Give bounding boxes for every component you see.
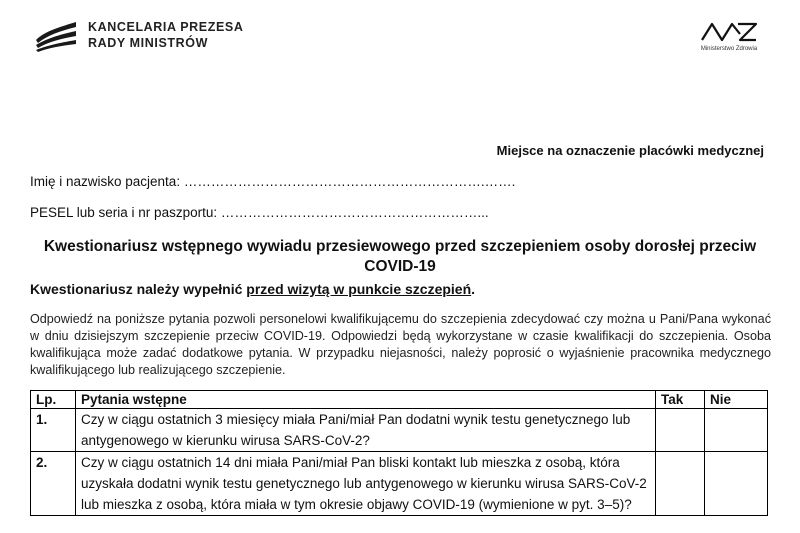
eagle-wing-icon [34, 18, 78, 52]
header-yes: Tak [656, 391, 705, 409]
mz-monogram-icon [700, 20, 758, 44]
answer-yes-cell[interactable] [656, 409, 705, 452]
question-number: 1. [31, 409, 76, 452]
mz-caption: Ministerstwo Zdrowia [700, 46, 758, 52]
answer-no-cell[interactable] [705, 452, 768, 516]
subtitle-prefix: Kwestionariusz należy wypełnić [30, 281, 247, 297]
answer-no-cell[interactable] [705, 409, 768, 452]
kprm-name [88, 19, 243, 51]
answer-yes-cell[interactable] [656, 452, 705, 516]
intro-paragraph: Odpowiedź na poniższe pytania pozwoli personelowi kwalifikującemu do szczepienia zdecydować czy można u Pani/Pana wykonać w dniu dzisiejszym szczepienie przeciw COVID-19. Odpowiedzi będą wykorzystane w czasie kwalifikacji do szczepienia. Osoba kwalifikująca może zadać dodatkowe pytania. W przypadku niejasności, należy poprosić o wyjaśnienie pracownika medycznego kwalifikującego lub realizującego szczepienie. [30, 312, 771, 377]
form-subtitle [30, 281, 475, 297]
header-question: Pytania wstępne [76, 391, 656, 409]
question-text: Czy w ciągu ostatnich 14 dni miała Pani/miał Pan bliski kontakt lub mieszka z osobą, która uzyskała dodatni wynik testu genetycznego lub antygenowego w kierunku wirusa SARS-CoV-2 lub mieszka z osobą, która miała w tym okresie objawy COVID-19 (wymienione w pyt. 3–5)? [76, 452, 656, 516]
questions-table [30, 390, 768, 516]
kprm-line-1: KANCELARIA PREZESA [88, 20, 244, 34]
mz-logo [694, 20, 764, 52]
table-row [31, 452, 768, 516]
table-row [31, 409, 768, 452]
question-number: 2. [31, 452, 76, 516]
table-header-row [31, 391, 768, 409]
header-lp: Lp. [31, 391, 76, 409]
clinic-stamp-label: Miejsce na oznaczenie placówki medycznej [496, 143, 764, 158]
subtitle-emphasis: przed wizytą w punkcie szczepień [246, 281, 472, 297]
kprm-line-2: RADY MINISTRÓW [88, 36, 208, 50]
header-no: Nie [705, 391, 768, 409]
question-text: Czy w ciągu ostatnich 3 miesięcy miała Pani/miał Pan dodatni wynik testu genetycznego lub antygenowego w kierunku wirusa SARS-CoV-2? [76, 409, 656, 452]
pesel-field[interactable]: PESEL lub seria i nr paszportu: …………………………………………………... [30, 205, 489, 220]
form-title: Kwestionariusz wstępnego wywiadu przesiewowego przed szczepieniem osoby dorosłej przeciw COVID-19 [43, 238, 757, 275]
patient-name-field[interactable]: Imię i nazwisko pacjenta: ………………………………………………………….……. [30, 174, 516, 189]
kprm-logo [34, 18, 243, 52]
subtitle-suffix: . [471, 281, 476, 297]
